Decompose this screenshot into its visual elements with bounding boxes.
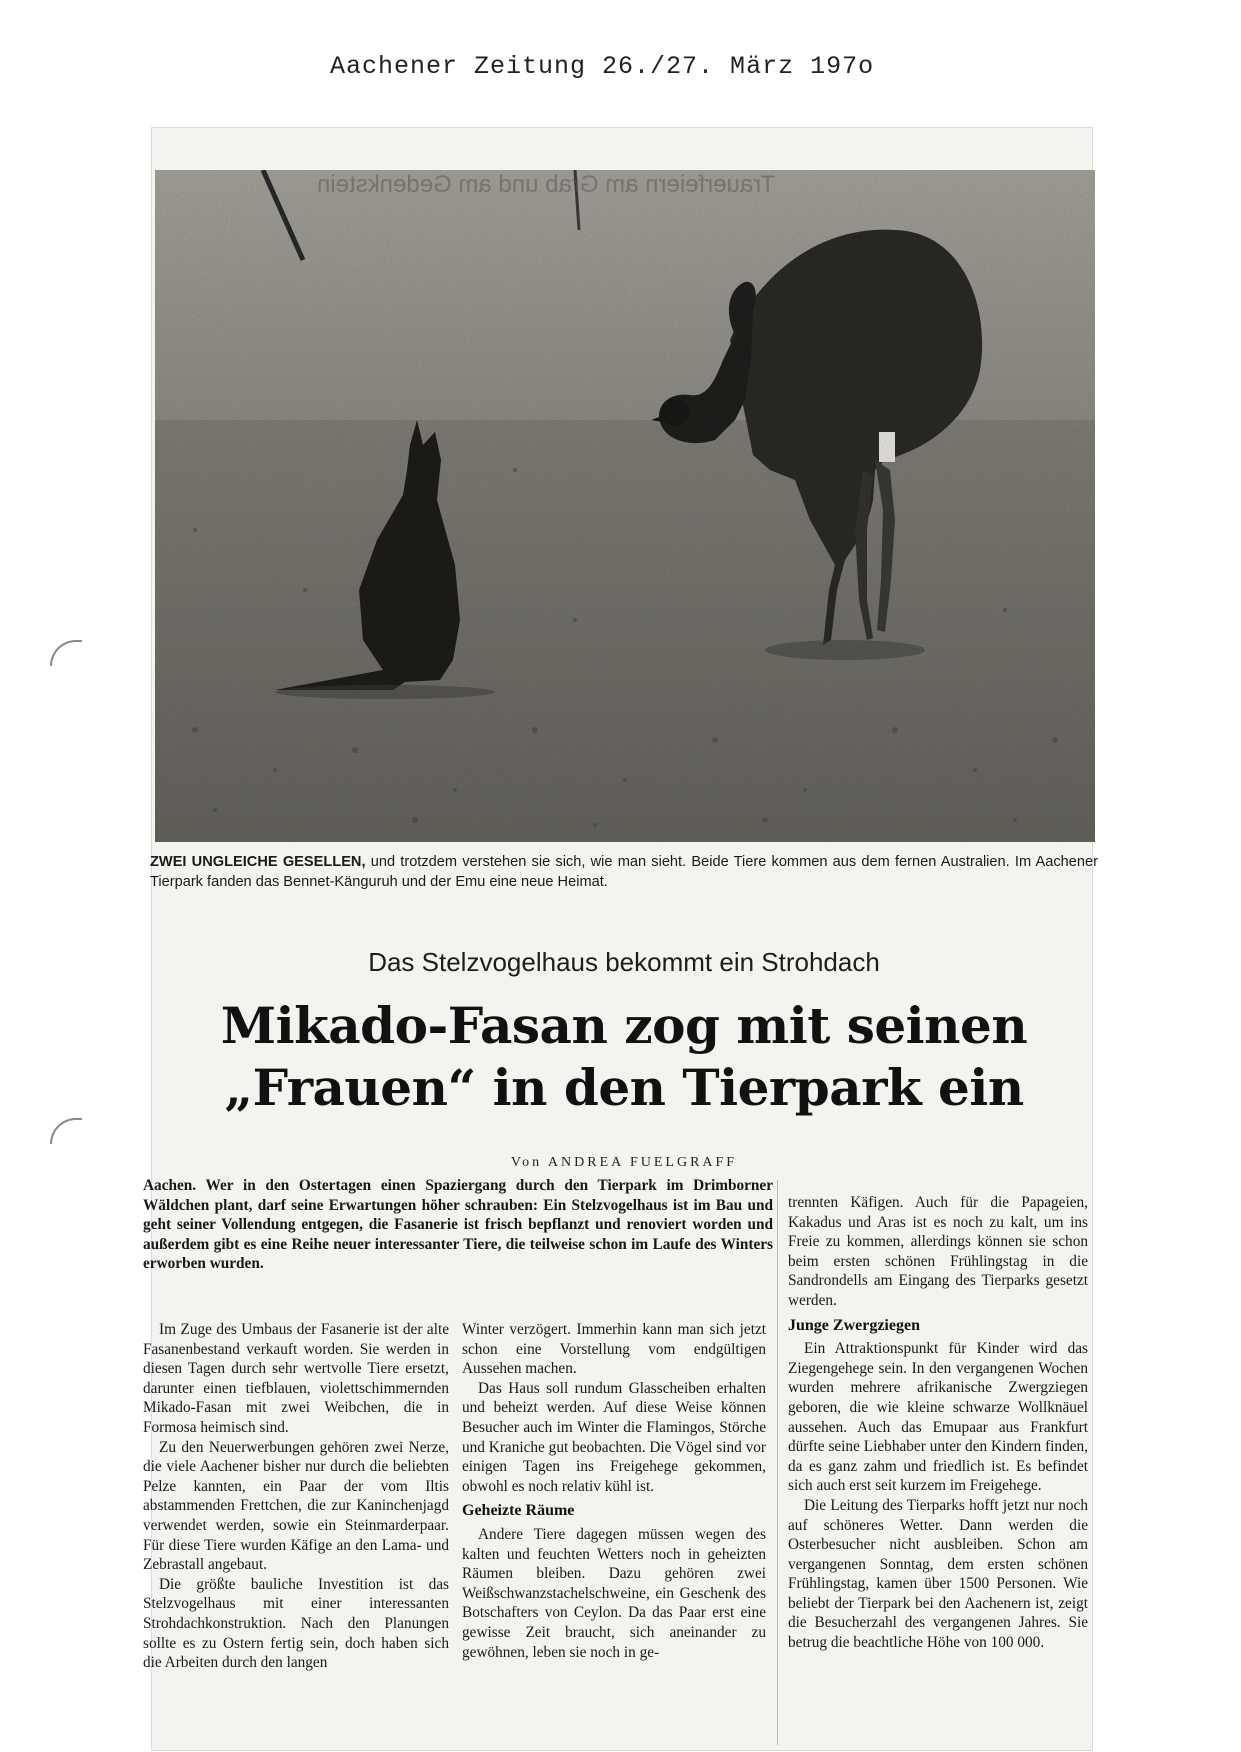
photo-kangaroo-emu [155,170,1095,842]
caption-lead: ZWEI UNGLEICHE GESELLEN, [150,854,366,870]
column-1-paragraph: Im Zuge des Umbaus der Fasanerie ist der alte Fasanenbestand verkauft worden. Sie werden in diesen Tagen durch sehr wertvolle Tiere ersetzt, darunter einen tiefblauen, violettschimmernden Mikado-Fasan mit zwei Weibchen, die in Formosa heimisch sind. [143,1321,449,1436]
article-byline: Von ANDREA FUELGRAFF [510,1155,738,1170]
caption-text: und trotzdem verstehen sie sich, wie man sieht. Beide Tiere kommen aus dem fernen Australien. Im Aachener Tierpark fanden das Bennet-Känguruh und der Emu eine neue Heimat. [150,854,1098,890]
punch-hole-mark [50,640,82,666]
article-photo [155,170,1095,842]
column-2-paragraph: Winter verzögert. Immerhin kann man sich jetzt schon eine Vorstellung vom endgültigen Aussehen machen. [462,1321,766,1378]
page-source-line: Aachener Zeitung 26./27. März 197o [330,52,875,81]
column-3-paragraph: Die Leitung des Tierparks hofft jetzt nur noch auf schöneres Wetter. Dann werden die Osterbesucher nicht ausbleiben. Schon am vergangenen Sonntag, dem ersten schönen Frühlingstag, kamen über 1500 Personen. Wie beliebt der Tierpark bei den Aachenern ist, zeigt die Besucherzahl des vergangenen Jahres. Sie betrug die beachtliche Höhe von 100 000. [788,1496,1088,1652]
headline-line-1: Mikado-Fasan zog mit seinen [220,996,1028,1055]
column-2-paragraph: Andere Tiere dagegen müssen wegen des kalten und feuchten Wetters noch in geheizten Räumen bleiben. Dazu gehören zwei Weißschwanzstachelschweine, ein Geschenk des Botschafters von Ceylon. Da das Paar erst eine gewisse Zeit braucht, sich aneinander zu gewöhnen, leben sie noch in ge- [462,1525,766,1661]
article-column-3 [788,1193,1088,1653]
punch-hole-mark [50,1118,82,1144]
photo-caption [150,852,1098,892]
column-1-paragraph: Zu den Neuerwerbungen gehören zwei Nerze, die viele Aachener bisher nur durch die beliebten Pelze kannten, ein Paar der vom Iltis abstammenden Frettchen, die zur Kaninchenjagd verwendet werden, sowie ein Steinmarderpaar. Für diese Tiere wurden Käfige an den Lama- und Zebrastall angebaut. [143,1438,449,1574]
column-2-paragraph: Das Haus soll rundum Glasscheiben erhalten und beheizt werden. Auf diese Weise können Besucher auch im Winter die Flamingos, Störche und Kraniche gut beobachten. Die Vögel sind vor einigen Tagen ins Freigehege gekommen, obwohl es noch relativ kühl ist. [462,1379,766,1495]
column-3-subheading: Junge Zwergziegen [788,1316,920,1334]
article-column-1 [143,1320,449,1673]
article-kicker: Das Stelzvogelhaus bekommt ein Strohdach [368,947,880,977]
column-divider [777,1180,778,1745]
column-2-subheading: Geheizte Räume [462,1502,575,1520]
photo-bleed-through-text: Trauerfeiern am Grab und am Gedenkstein [316,171,775,198]
headline-line-2: „Frauen“ in den Tierpark ein [224,1058,1024,1117]
article-headline [150,995,1098,1119]
column-3-paragraph: trennten Käfigen. Auch für die Papageien, Kakadus und Aras ist es noch zu kalt, um ins Freie zu kommen, allerdings können sie schon beim ersten schönen Frühlingstag in die Sandrondells am Eingang des Tierparks gesetzt werden. [788,1194,1088,1309]
article-lead-paragraph: Aachen. Wer in den Ostertagen einen Spaziergang durch den Tierpark im Drimborner Wäldchen plant, darf seine Erwartungen höher schrauben: Ein Stelzvogelhaus ist im Bau und geht seiner Vollendung entgegen, die Fasanerie ist frisch bepflanzt und renoviert worden und außerdem gibt es eine Reihe neuer interessanter Tiere, die teilweise schon im Laufe des Winters erworben wurden. [143,1177,773,1273]
article-column-2 [462,1320,766,1662]
column-3-paragraph: Ein Attraktionspunkt für Kinder wird das Ziegengehege sein. In den vergangenen Wochen wurden mehrere afrikanische Zwergziegen geboren, die wie kleine schwarze Wollknäuel aussehen. Auch das Emupaar aus Frankfurt dürfte seine Liebhaber unter den Kindern finden, da es ganz zahm und friedlich ist. Es befindet sich auch erst seit kurzem im Freigehege. [788,1340,1088,1495]
column-1-paragraph: Die größte bauliche Investition ist das Stelzvogelhaus mit einer interessanten Strohdachkonstruktion. Nach den Planungen sollte es zu Ostern fertig sein, doch haben sich die Arbeiten durch den langen [143,1575,449,1672]
